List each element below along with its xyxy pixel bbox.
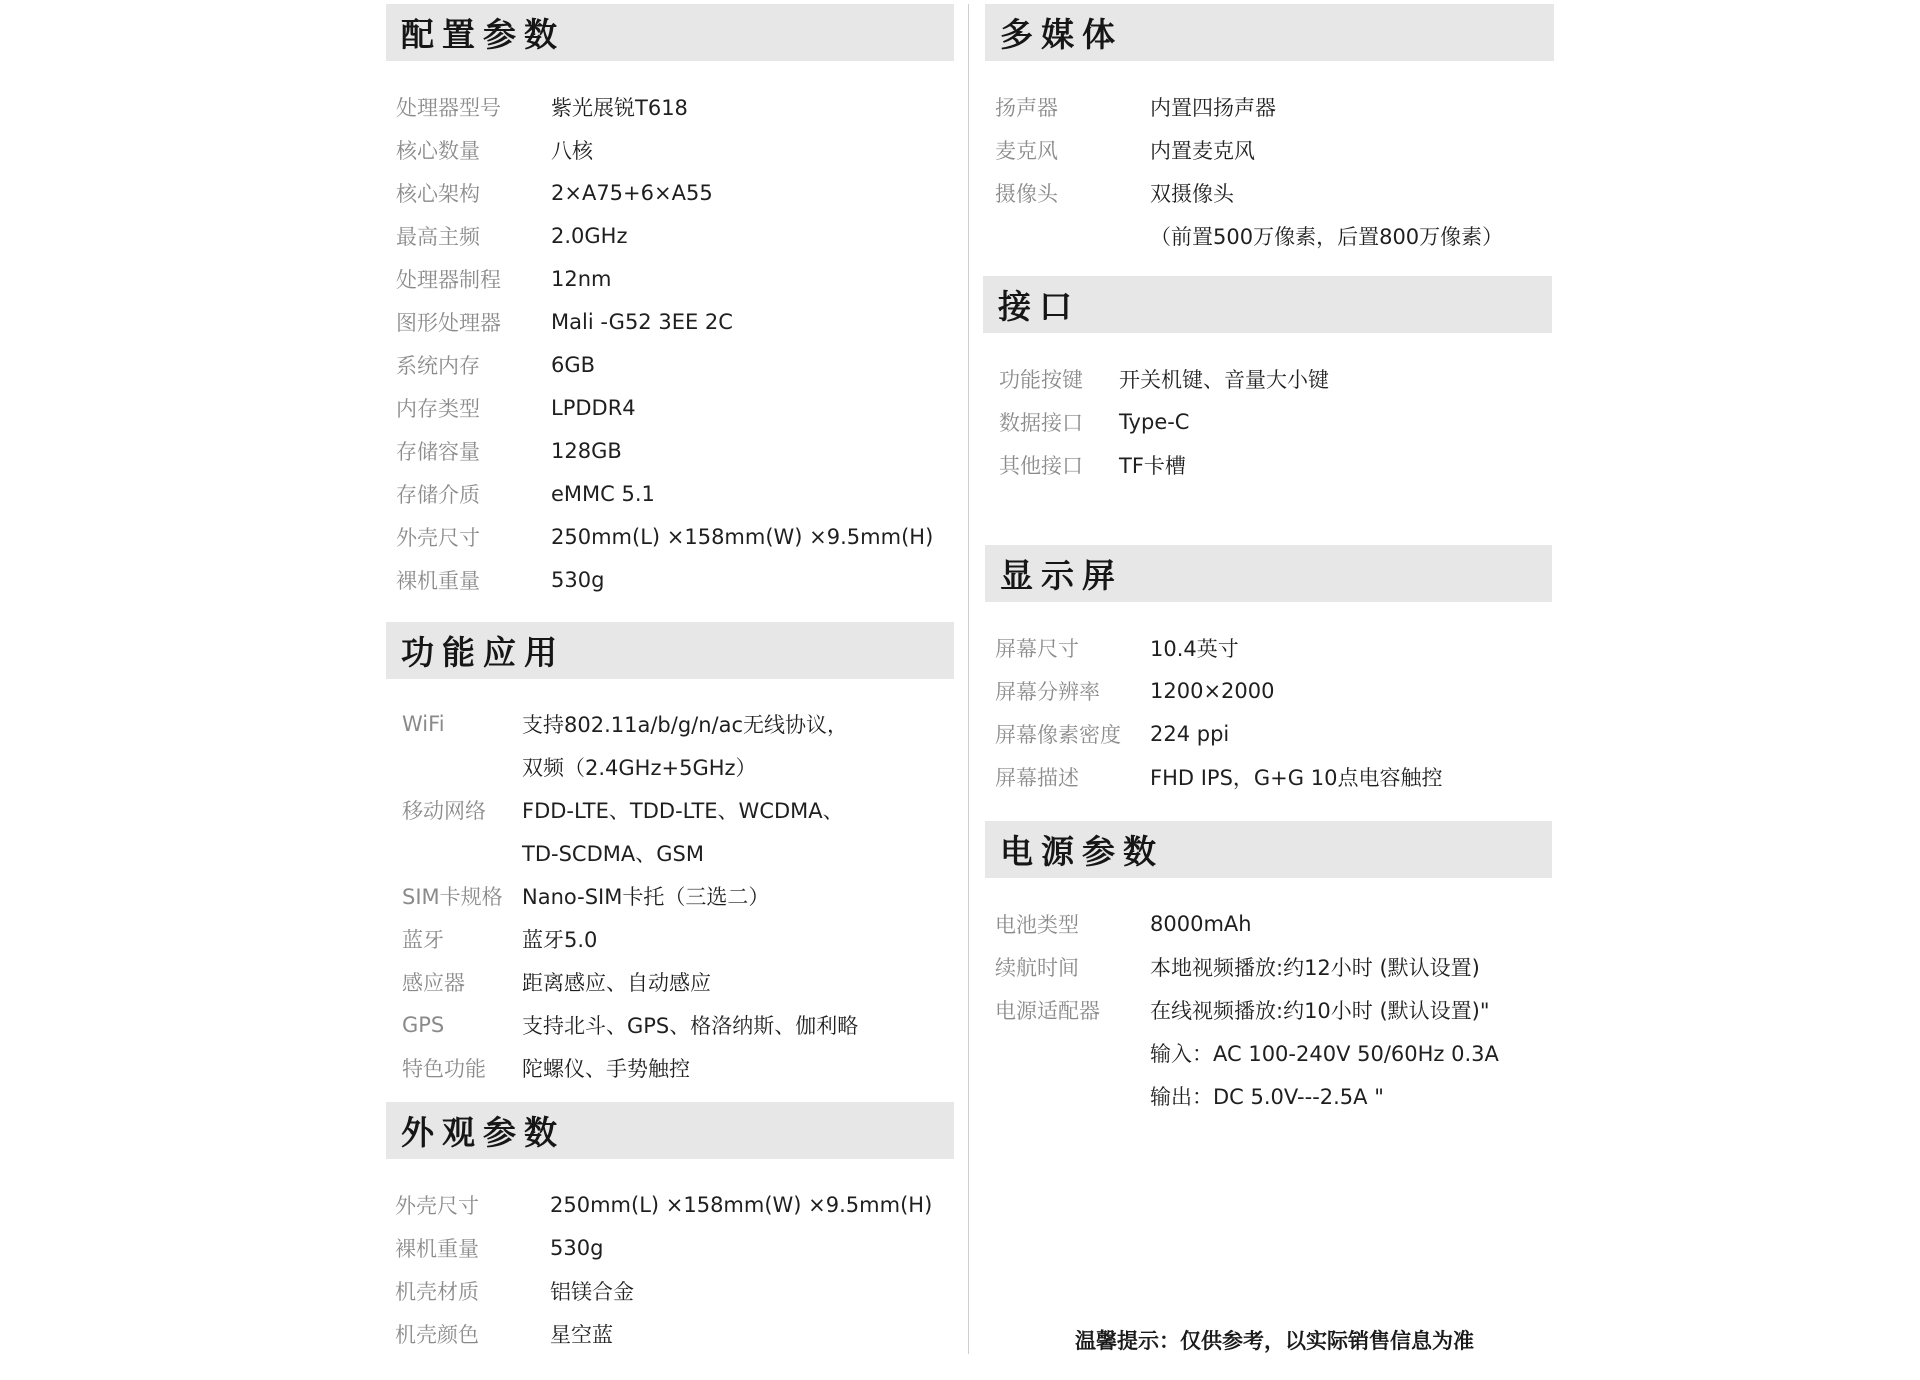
section-header-ports [983, 276, 1552, 333]
spec-row [995, 1031, 1499, 1074]
section-header-config [386, 4, 954, 61]
section-title-power: 电源参数 [1000, 832, 1164, 871]
spec-value: Nano-SIM卡托（三选二） [522, 884, 770, 909]
spec-label: 扬声器 [995, 95, 1058, 120]
spec-label: 机壳颜色 [395, 1322, 479, 1347]
spec-value: 支持802.11a/b/g/n/ac无线协议， [522, 712, 849, 737]
spec-value: 内置麦克风 [1150, 138, 1255, 163]
section-title-function: 功能应用 [401, 633, 565, 672]
spec-label: 存储介质 [396, 482, 480, 507]
spec-label: 最高主频 [396, 224, 480, 249]
spec-row [396, 386, 636, 429]
section-header-multimedia [985, 4, 1554, 61]
spec-label: 屏幕尺寸 [995, 636, 1079, 661]
spec-label: 移动网络 [402, 798, 486, 823]
section-title-appearance: 外观参数 [401, 1113, 565, 1152]
section-header-appearance [386, 1102, 954, 1159]
spec-value: 2×A75+6×A55 [551, 180, 713, 205]
spec-label: 图形处理器 [396, 310, 501, 335]
spec-value: 250mm(L) ×158mm(W) ×9.5mm(H) [551, 524, 934, 549]
spec-value: 蓝牙5.0 [522, 927, 598, 952]
spec-label: 其他接口 [999, 453, 1083, 478]
spec-row [395, 1226, 603, 1269]
section-header-display [985, 545, 1552, 602]
column-divider [968, 4, 969, 1354]
spec-label: 蓝牙 [402, 927, 444, 952]
spec-value: 6GB [551, 352, 596, 377]
spec-value: 530g [550, 1235, 604, 1260]
spec-value: Type-C [1119, 409, 1190, 434]
section-title-display: 显示屏 [1000, 556, 1123, 595]
disclaimer-note: 温馨提示：仅供参考，以实际销售信息为准 [1075, 1329, 1474, 1353]
section-title-multimedia: 多媒体 [1000, 15, 1123, 54]
spec-row [995, 85, 1276, 128]
spec-row [402, 702, 848, 745]
spec-label: 核心数量 [396, 138, 480, 163]
spec-row [402, 917, 597, 960]
spec-row [402, 831, 704, 874]
spec-row [402, 788, 844, 831]
section-header-function [386, 622, 954, 679]
spec-label: 外壳尺寸 [395, 1193, 479, 1218]
spec-label: 裸机重量 [395, 1236, 479, 1261]
spec-row [396, 257, 612, 300]
spec-value: 双频（2.4GHz+5GHz） [522, 755, 757, 780]
spec-label: 电源适配器 [995, 998, 1100, 1023]
spec-value: 输出：DC 5.0V---2.5A " [1150, 1084, 1384, 1109]
spec-row [395, 1312, 613, 1355]
spec-value: 双摄像头 [1150, 181, 1234, 206]
spec-row [995, 669, 1274, 712]
spec-row [396, 558, 604, 601]
section-header-power [985, 821, 1552, 878]
spec-label: WiFi [402, 711, 445, 736]
spec-value: 250mm(L) ×158mm(W) ×9.5mm(H) [550, 1192, 933, 1217]
spec-row [995, 902, 1252, 945]
spec-row [396, 429, 622, 472]
spec-value: 八核 [551, 138, 593, 163]
spec-value: 224 ppi [1150, 721, 1230, 746]
spec-row [995, 1074, 1384, 1117]
spec-value: 距离感应、自动感应 [522, 970, 711, 995]
spec-label: 处理器型号 [396, 95, 501, 120]
spec-label: 麦克风 [995, 138, 1058, 163]
spec-value: 128GB [551, 438, 622, 463]
spec-value: Mali -G52 3EE 2C [551, 309, 733, 334]
spec-row [999, 400, 1189, 443]
spec-value: 12nm [551, 266, 612, 291]
spec-row [402, 745, 757, 788]
spec-label: 屏幕描述 [995, 765, 1079, 790]
spec-row [999, 357, 1329, 400]
spec-label: 屏幕像素密度 [995, 722, 1121, 747]
spec-value: 2.0GHz [551, 223, 628, 248]
spec-row [995, 755, 1442, 798]
spec-label: SIM卡规格 [402, 884, 503, 909]
spec-label: 裸机重量 [396, 568, 480, 593]
spec-row [396, 85, 688, 128]
spec-row [995, 171, 1234, 214]
spec-row [396, 515, 933, 558]
spec-row [995, 712, 1229, 755]
spec-row [402, 1046, 690, 1089]
spec-value: LPDDR4 [551, 395, 636, 420]
spec-value: 星空蓝 [550, 1322, 613, 1347]
spec-row [995, 214, 1503, 257]
spec-row [396, 343, 595, 386]
spec-row [995, 945, 1480, 988]
spec-label: 电池类型 [995, 912, 1079, 937]
spec-label: GPS [402, 1012, 445, 1037]
spec-value: eMMC 5.1 [551, 481, 655, 506]
spec-label: 摄像头 [995, 181, 1058, 206]
spec-row [395, 1269, 634, 1312]
section-title-config: 配置参数 [401, 15, 565, 54]
spec-row [402, 1003, 858, 1046]
spec-label: 功能按键 [999, 367, 1083, 392]
spec-label: 外壳尺寸 [396, 525, 480, 550]
spec-value: 10.4英寸 [1150, 636, 1239, 661]
spec-label: 核心架构 [396, 181, 480, 206]
spec-value: 内置四扬声器 [1150, 95, 1276, 120]
spec-row [396, 128, 593, 171]
spec-row [396, 300, 733, 343]
spec-value: 8000mAh [1150, 911, 1252, 936]
spec-value: （前置500万像素，后置800万像素） [1150, 224, 1504, 249]
spec-row [396, 214, 627, 257]
section-title-ports: 接口 [998, 287, 1080, 326]
spec-label: 存储容量 [396, 439, 480, 464]
spec-value: 铝镁合金 [550, 1279, 634, 1304]
spec-value: 1200×2000 [1150, 678, 1275, 703]
spec-row [402, 960, 711, 1003]
spec-value: 530g [551, 567, 605, 592]
spec-value: 本地视频播放:约12小时 (默认设置) [1150, 955, 1480, 980]
spec-value: 在线视频播放:约10小时 (默认设置)" [1150, 998, 1490, 1023]
spec-row [995, 988, 1490, 1031]
spec-label: 感应器 [402, 970, 465, 995]
spec-label: 系统内存 [396, 353, 480, 378]
spec-label: 特色功能 [402, 1056, 486, 1081]
spec-value: FHD IPS，G+G 10点电容触控 [1150, 765, 1443, 790]
spec-value: 紫光展锐T618 [551, 95, 688, 120]
spec-row [396, 472, 655, 515]
spec-label: 屏幕分辨率 [995, 679, 1100, 704]
spec-value: 支持北斗、GPS、格洛纳斯、伽利略 [522, 1013, 859, 1038]
spec-row [396, 171, 713, 214]
spec-label: 内存类型 [396, 396, 480, 421]
spec-label: 机壳材质 [395, 1279, 479, 1304]
spec-row [999, 443, 1186, 486]
spec-label: 续航时间 [995, 955, 1079, 980]
spec-row [995, 626, 1239, 669]
spec-label: 数据接口 [999, 410, 1083, 435]
spec-row [995, 128, 1255, 171]
spec-value: TF卡槽 [1119, 453, 1186, 478]
spec-row [402, 874, 769, 917]
spec-value: FDD-LTE、TDD-LTE、WCDMA、 [522, 798, 844, 823]
spec-value: 陀螺仪、手势触控 [522, 1056, 690, 1081]
spec-value: TD-SCDMA、GSM [522, 841, 704, 866]
spec-row [395, 1183, 932, 1226]
spec-label: 处理器制程 [396, 267, 501, 292]
spec-value: 输入：AC 100-240V 50/60Hz 0.3A [1150, 1041, 1499, 1066]
spec-value: 开关机键、音量大小键 [1119, 367, 1329, 392]
